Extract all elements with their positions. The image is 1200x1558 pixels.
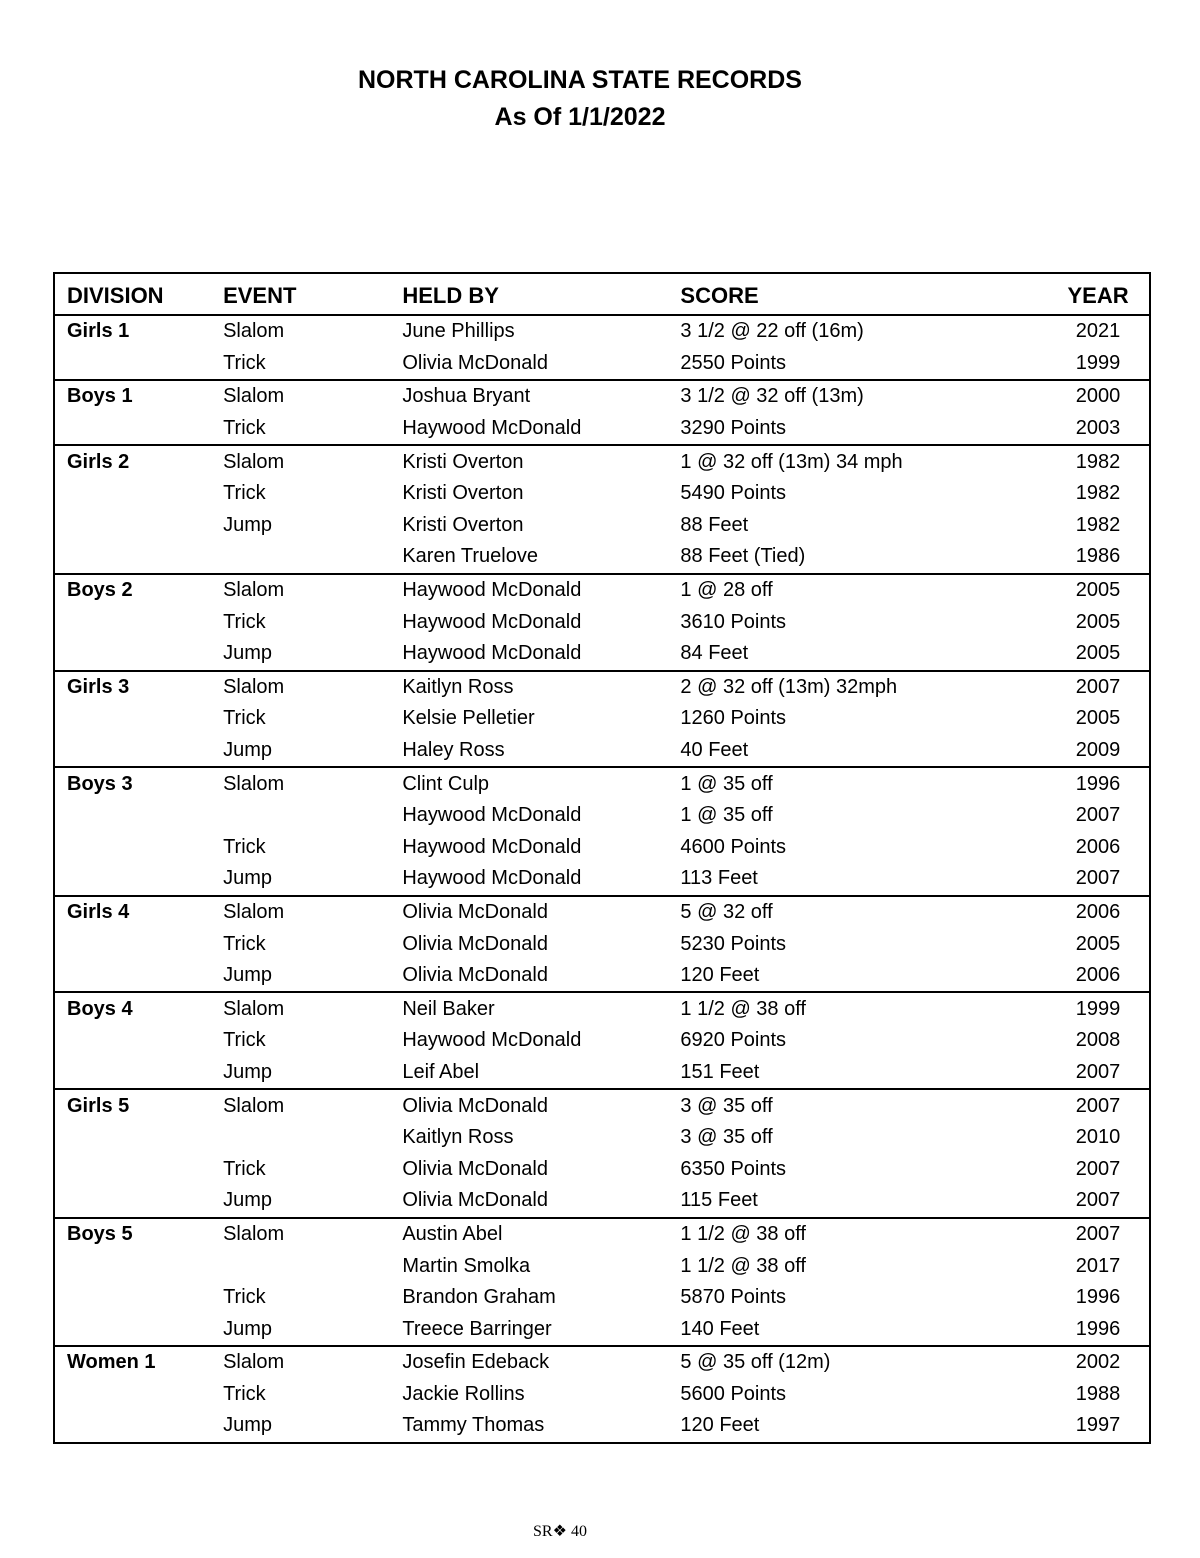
held-by-cell: Haley Ross [402,739,505,762]
table-row [54,1410,1150,1443]
table-row [54,671,1150,704]
table-row [54,735,1150,768]
division-cell [54,1185,223,1218]
score-cell: 2550 Points [680,351,787,374]
year-cell: 2005 [1075,642,1121,665]
page-title: NORTH CAROLINA STATE RECORDS [358,66,802,94]
year-cell: 1986 [1075,545,1121,568]
event-cell: Slalom [223,1094,285,1117]
score-cell: 3610 Points [680,610,787,633]
held-by-cell: Haywood McDonald [402,642,582,665]
table-row [54,413,1150,446]
column-header-score: SCORE [680,283,759,308]
year-cell: 2017 [1075,1254,1121,1277]
score-cell: 84 Feet [680,642,749,665]
event-cell [223,541,402,574]
year-cell: 2005 [1075,932,1121,955]
table-row [54,960,1150,993]
held-by-cell: Neil Baker [402,997,495,1020]
event-cell: Trick [223,610,266,633]
score-cell: 4600 Points [680,835,787,858]
score-cell: 5230 Points [680,932,787,955]
event-cell: Slalom [223,450,285,473]
division-cell [54,1122,223,1154]
division-cell [54,413,223,446]
held-by-cell: Haywood McDonald [402,417,582,440]
score-cell: 120 Feet [680,1414,760,1437]
division-cell [54,1057,223,1090]
score-cell: 5 @ 32 off [680,900,773,923]
year-cell: 1999 [1075,351,1121,374]
table-row [54,863,1150,896]
held-by-cell: Austin Abel [402,1222,503,1245]
division-cell [54,1410,223,1443]
division-cell: Boys 4 [67,997,133,1020]
held-by-cell: Olivia McDonald [402,900,548,923]
year-cell: 2007 [1075,804,1121,827]
division-cell [54,348,223,381]
event-cell: Slalom [223,320,285,343]
held-by-cell: Kelsie Pelletier [402,707,535,730]
year-cell: 2007 [1075,1222,1121,1245]
score-cell: 3 @ 35 off [680,1126,773,1149]
records-table [53,272,1151,1444]
division-cell [54,1282,223,1314]
year-cell: 1997 [1075,1414,1121,1437]
table-row [54,1089,1150,1122]
table-row [54,1379,1150,1411]
table-row [54,348,1150,381]
division-cell: Boys 1 [67,385,133,408]
year-cell: 1996 [1075,1317,1121,1340]
held-by-cell: Kaitlyn Ross [402,675,514,698]
table-row [54,1025,1150,1057]
page-subtitle: As Of 1/1/2022 [494,103,666,131]
year-cell: 2021 [1075,320,1121,343]
held-by-cell: June Phillips [402,320,515,343]
division-cell: Girls 4 [67,900,130,923]
held-by-cell: Martin Smolka [402,1254,531,1277]
event-cell: Jump [223,739,272,762]
held-by-cell: Kristi Overton [402,513,524,536]
table-row [54,1250,1150,1282]
table-row [54,1057,1150,1090]
division-cell [54,1153,223,1185]
year-cell: 2006 [1075,964,1121,987]
year-cell: 1996 [1075,1286,1121,1309]
division-cell [54,960,223,993]
event-cell: Slalom [223,385,285,408]
division-cell: Girls 1 [67,320,130,343]
event-cell: Trick [223,1157,266,1180]
division-cell [54,606,223,638]
event-cell: Trick [223,482,266,505]
year-cell: 2008 [1075,1029,1121,1052]
records-body [54,315,1150,1443]
held-by-cell: Olivia McDonald [402,1189,548,1212]
score-cell: 2 @ 32 off (13m) 32mph [680,675,898,698]
score-cell: 1260 Points [680,707,787,730]
score-cell: 120 Feet [680,964,760,987]
table-row [54,703,1150,735]
table-row [54,1313,1150,1346]
division-cell [54,478,223,510]
table-row [54,896,1150,929]
page-number: SR❖ 40 [533,1523,587,1540]
division-cell [54,541,223,574]
event-cell: Jump [223,513,272,536]
score-cell: 1 @ 35 off [680,772,773,795]
held-by-cell: Olivia McDonald [402,964,548,987]
event-cell: Trick [223,707,266,730]
year-cell: 2009 [1075,739,1121,762]
event-cell: Slalom [223,772,285,795]
score-cell: 1 1/2 @ 38 off [680,1254,806,1277]
division-cell: Boys 2 [67,579,133,602]
year-cell: 2000 [1075,385,1121,408]
division-cell [54,638,223,671]
event-cell: Jump [223,867,272,890]
column-header-held-by: HELD BY [402,283,499,308]
year-cell: 1988 [1075,1382,1121,1405]
event-cell: Jump [223,1189,272,1212]
year-cell: 2005 [1075,707,1121,730]
score-cell: 5600 Points [680,1382,787,1405]
held-by-cell: Haywood McDonald [402,867,582,890]
event-cell: Trick [223,1286,266,1309]
score-cell: 6350 Points [680,1157,787,1180]
year-cell: 2006 [1075,835,1121,858]
year-cell: 2007 [1075,675,1121,698]
event-cell: Jump [223,1060,272,1083]
score-cell: 3 1/2 @ 22 off (16m) [680,320,864,343]
year-cell: 2005 [1075,579,1121,602]
score-cell: 5870 Points [680,1286,787,1309]
table-row [54,992,1150,1025]
score-cell: 3 @ 35 off [680,1094,773,1117]
held-by-cell: Clint Culp [402,772,490,795]
event-cell: Trick [223,1382,266,1405]
held-by-cell: Kaitlyn Ross [402,1126,514,1149]
score-cell: 3 1/2 @ 32 off (13m) [680,385,864,408]
held-by-cell: Karen Truelove [402,545,538,568]
table-row [54,380,1150,413]
event-cell: Trick [223,835,266,858]
score-cell: 1 @ 35 off [680,804,773,827]
table-row [54,1218,1150,1251]
event-cell: Jump [223,642,272,665]
held-by-cell: Olivia McDonald [402,932,548,955]
event-cell: Slalom [223,675,285,698]
held-by-cell: Treece Barringer [402,1317,552,1340]
score-cell: 1 @ 32 off (13m) 34 mph [680,450,903,473]
table-row [54,1346,1150,1379]
year-cell: 1982 [1075,513,1121,536]
event-cell: Slalom [223,997,285,1020]
held-by-cell: Haywood McDonald [402,1029,582,1052]
score-cell: 1 1/2 @ 38 off [680,1222,806,1245]
column-header-event: EVENT [223,283,297,308]
held-by-cell: Josefin Edeback [402,1351,550,1374]
division-cell [54,928,223,960]
event-cell: Jump [223,1414,272,1437]
event-cell: Trick [223,417,266,440]
table-header-row [54,273,1150,315]
event-cell: Slalom [223,579,285,602]
table-row [54,928,1150,960]
held-by-cell: Brandon Graham [402,1286,556,1309]
year-cell: 2007 [1075,1157,1121,1180]
held-by-cell: Haywood McDonald [402,835,582,858]
table-row [54,510,1150,542]
table-row [54,1282,1150,1314]
year-cell: 1982 [1075,482,1121,505]
division-cell [54,1379,223,1411]
event-cell [223,1122,402,1154]
year-cell: 2002 [1075,1351,1121,1374]
year-cell: 2006 [1075,900,1121,923]
event-cell: Trick [223,1029,266,1052]
event-cell: Trick [223,351,266,374]
year-cell: 2010 [1075,1126,1121,1149]
score-cell: 6920 Points [680,1029,787,1052]
held-by-cell: Kristi Overton [402,450,524,473]
division-cell: Women 1 [67,1351,156,1374]
title-block [0,62,1160,136]
column-header-year: YEAR [1067,283,1129,308]
held-by-cell: Olivia McDonald [402,1157,548,1180]
held-by-cell: Tammy Thomas [402,1414,545,1437]
year-cell: 2007 [1075,867,1121,890]
division-cell: Boys 5 [67,1222,133,1245]
division-cell [54,863,223,896]
division-cell [54,1025,223,1057]
table-row [54,1153,1150,1185]
year-cell: 2007 [1075,1060,1121,1083]
division-cell [54,1250,223,1282]
year-cell: 1999 [1075,997,1121,1020]
table-row [54,478,1150,510]
division-cell [54,800,223,832]
score-cell: 151 Feet [680,1060,760,1083]
table-row [54,800,1150,832]
division-cell: Girls 5 [67,1094,130,1117]
score-cell: 5 @ 35 off (12m) [680,1351,831,1374]
score-cell: 1 @ 28 off [680,579,773,602]
held-by-cell: Jackie Rollins [402,1382,525,1405]
table-row [54,541,1150,574]
held-by-cell: Haywood McDonald [402,804,582,827]
score-cell: 88 Feet [680,513,749,536]
division-cell [54,735,223,768]
table-row [54,1185,1150,1218]
score-cell: 3290 Points [680,417,787,440]
table-row [54,315,1150,348]
table-row [54,445,1150,478]
held-by-cell: Haywood McDonald [402,579,582,602]
year-cell: 2003 [1075,417,1121,440]
held-by-cell: Olivia McDonald [402,351,548,374]
held-by-cell: Leif Abel [402,1060,480,1083]
table-row [54,638,1150,671]
held-by-cell: Kristi Overton [402,482,524,505]
division-cell [54,703,223,735]
division-cell: Girls 3 [67,675,130,698]
table-row [54,606,1150,638]
division-cell [54,1313,223,1346]
event-cell [223,800,402,832]
score-cell: 88 Feet (Tied) [680,545,806,568]
score-cell: 115 Feet [680,1189,758,1212]
score-cell: 113 Feet [680,867,758,890]
year-cell: 2005 [1075,610,1121,633]
event-cell: Jump [223,1317,272,1340]
table-row [54,1122,1150,1154]
division-cell: Girls 2 [67,450,130,473]
table-row [54,574,1150,607]
year-cell: 2007 [1075,1094,1121,1117]
held-by-cell: Olivia McDonald [402,1094,548,1117]
table-row [54,767,1150,800]
table-row [54,832,1150,864]
event-cell: Trick [223,932,266,955]
event-cell: Jump [223,964,272,987]
event-cell: Slalom [223,1351,285,1374]
column-header-division: DIVISION [67,283,164,308]
division-cell [54,832,223,864]
held-by-cell: Haywood McDonald [402,610,582,633]
division-cell [54,510,223,542]
score-cell: 1 1/2 @ 38 off [680,997,806,1020]
year-cell: 2007 [1075,1189,1121,1212]
year-cell: 1982 [1075,450,1121,473]
score-cell: 140 Feet [680,1317,760,1340]
event-cell: Slalom [223,900,285,923]
year-cell: 1996 [1075,772,1121,795]
held-by-cell: Joshua Bryant [402,385,531,408]
event-cell: Slalom [223,1222,285,1245]
division-cell: Boys 3 [67,772,133,795]
score-cell: 5490 Points [680,482,787,505]
event-cell [223,1250,402,1282]
score-cell: 40 Feet [680,739,749,762]
